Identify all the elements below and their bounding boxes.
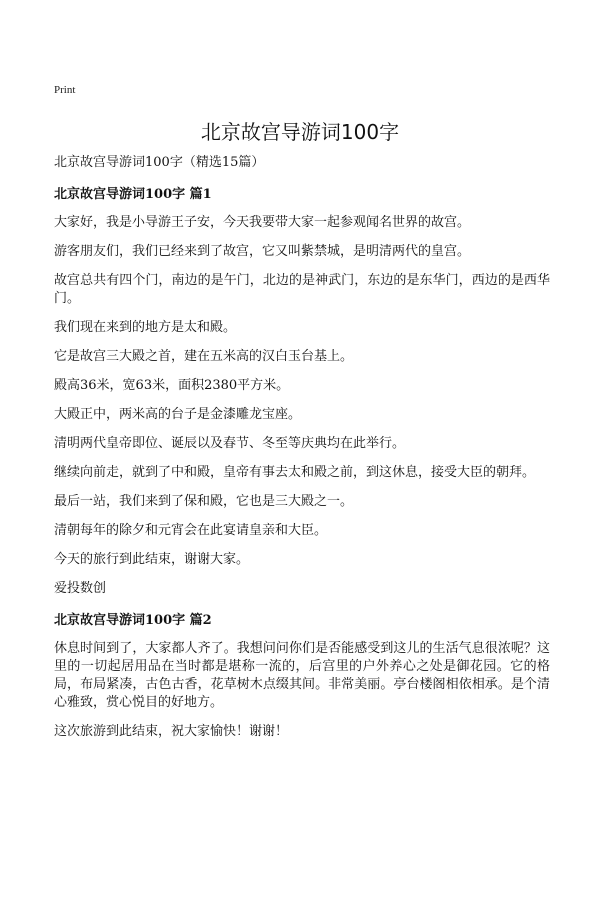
paragraph: 爱投数创 (54, 581, 107, 596)
paragraph: 游客朋友们，我们已经来到了故宫，它又叫紫禁城，是明清两代的皇宫。 (54, 244, 471, 259)
paragraph: 继续向前走，就到了中和殿，皇帝有事去太和殿之前，到这休息，接受大臣的朝拜。 (54, 465, 536, 480)
paragraph: 大殿正中，两米高的台子是金漆雕龙宝座。 (54, 407, 302, 422)
section-heading: 北京故宫导游词100字 篇2 (54, 613, 212, 628)
paragraph: 最后一站，我们来到了保和殿，它也是三大殿之一。 (54, 494, 354, 509)
print-label: Print (54, 84, 76, 96)
document-title: 北京故宫导游词100字 (200, 120, 400, 144)
paragraph: 它是故宫三大殿之首，建在五米高的汉白玉台基上。 (54, 349, 354, 364)
section-heading: 北京故宫导游词100字 篇1 (54, 187, 212, 202)
paragraph: 这次旅游到此结束，祝大家愉快！谢谢！ (54, 724, 289, 739)
section-1 (54, 186, 550, 598)
document-body (54, 154, 550, 752)
paragraph: 大家好，我是小导游王子安，今天我要带大家一起参观闻名世界的故宫。 (54, 215, 471, 230)
paragraph: 休息时间到了，大家都人齐了。我想问问你们是否能感受到这儿的生活气息很浓呢？这里的一切起居用品在当时都是堪称一流的，后宫里的户外养心之处是御花园。它的格局，布局紧凑，古色古香，花草树木点缀其间。非常美丽。亭台楼阁相依相承。是个清心雅致，赏心悦目的好地方。 (54, 641, 550, 710)
paragraph: 故宫总共有四个门，南边的是午门，北边的是神武门，东边的是东华门，西边的是西华门。 (54, 273, 550, 306)
paragraph: 今天的旅行到此结束，谢谢大家。 (54, 552, 250, 567)
paragraph: 清明两代皇帝即位、诞辰以及春节、冬至等庆典均在此举行。 (54, 436, 406, 451)
document-subtitle: 北京故宫导游词100字（精选15篇） (54, 155, 265, 170)
paragraph: 殿高36米，宽63米，面积2380平方米。 (54, 378, 290, 393)
paragraph: 我们现在来到的地方是太和殿。 (54, 320, 237, 335)
paragraph: 清朝每年的除夕和元宵会在此宴请皇亲和大臣。 (54, 523, 328, 538)
section-2 (54, 612, 550, 741)
